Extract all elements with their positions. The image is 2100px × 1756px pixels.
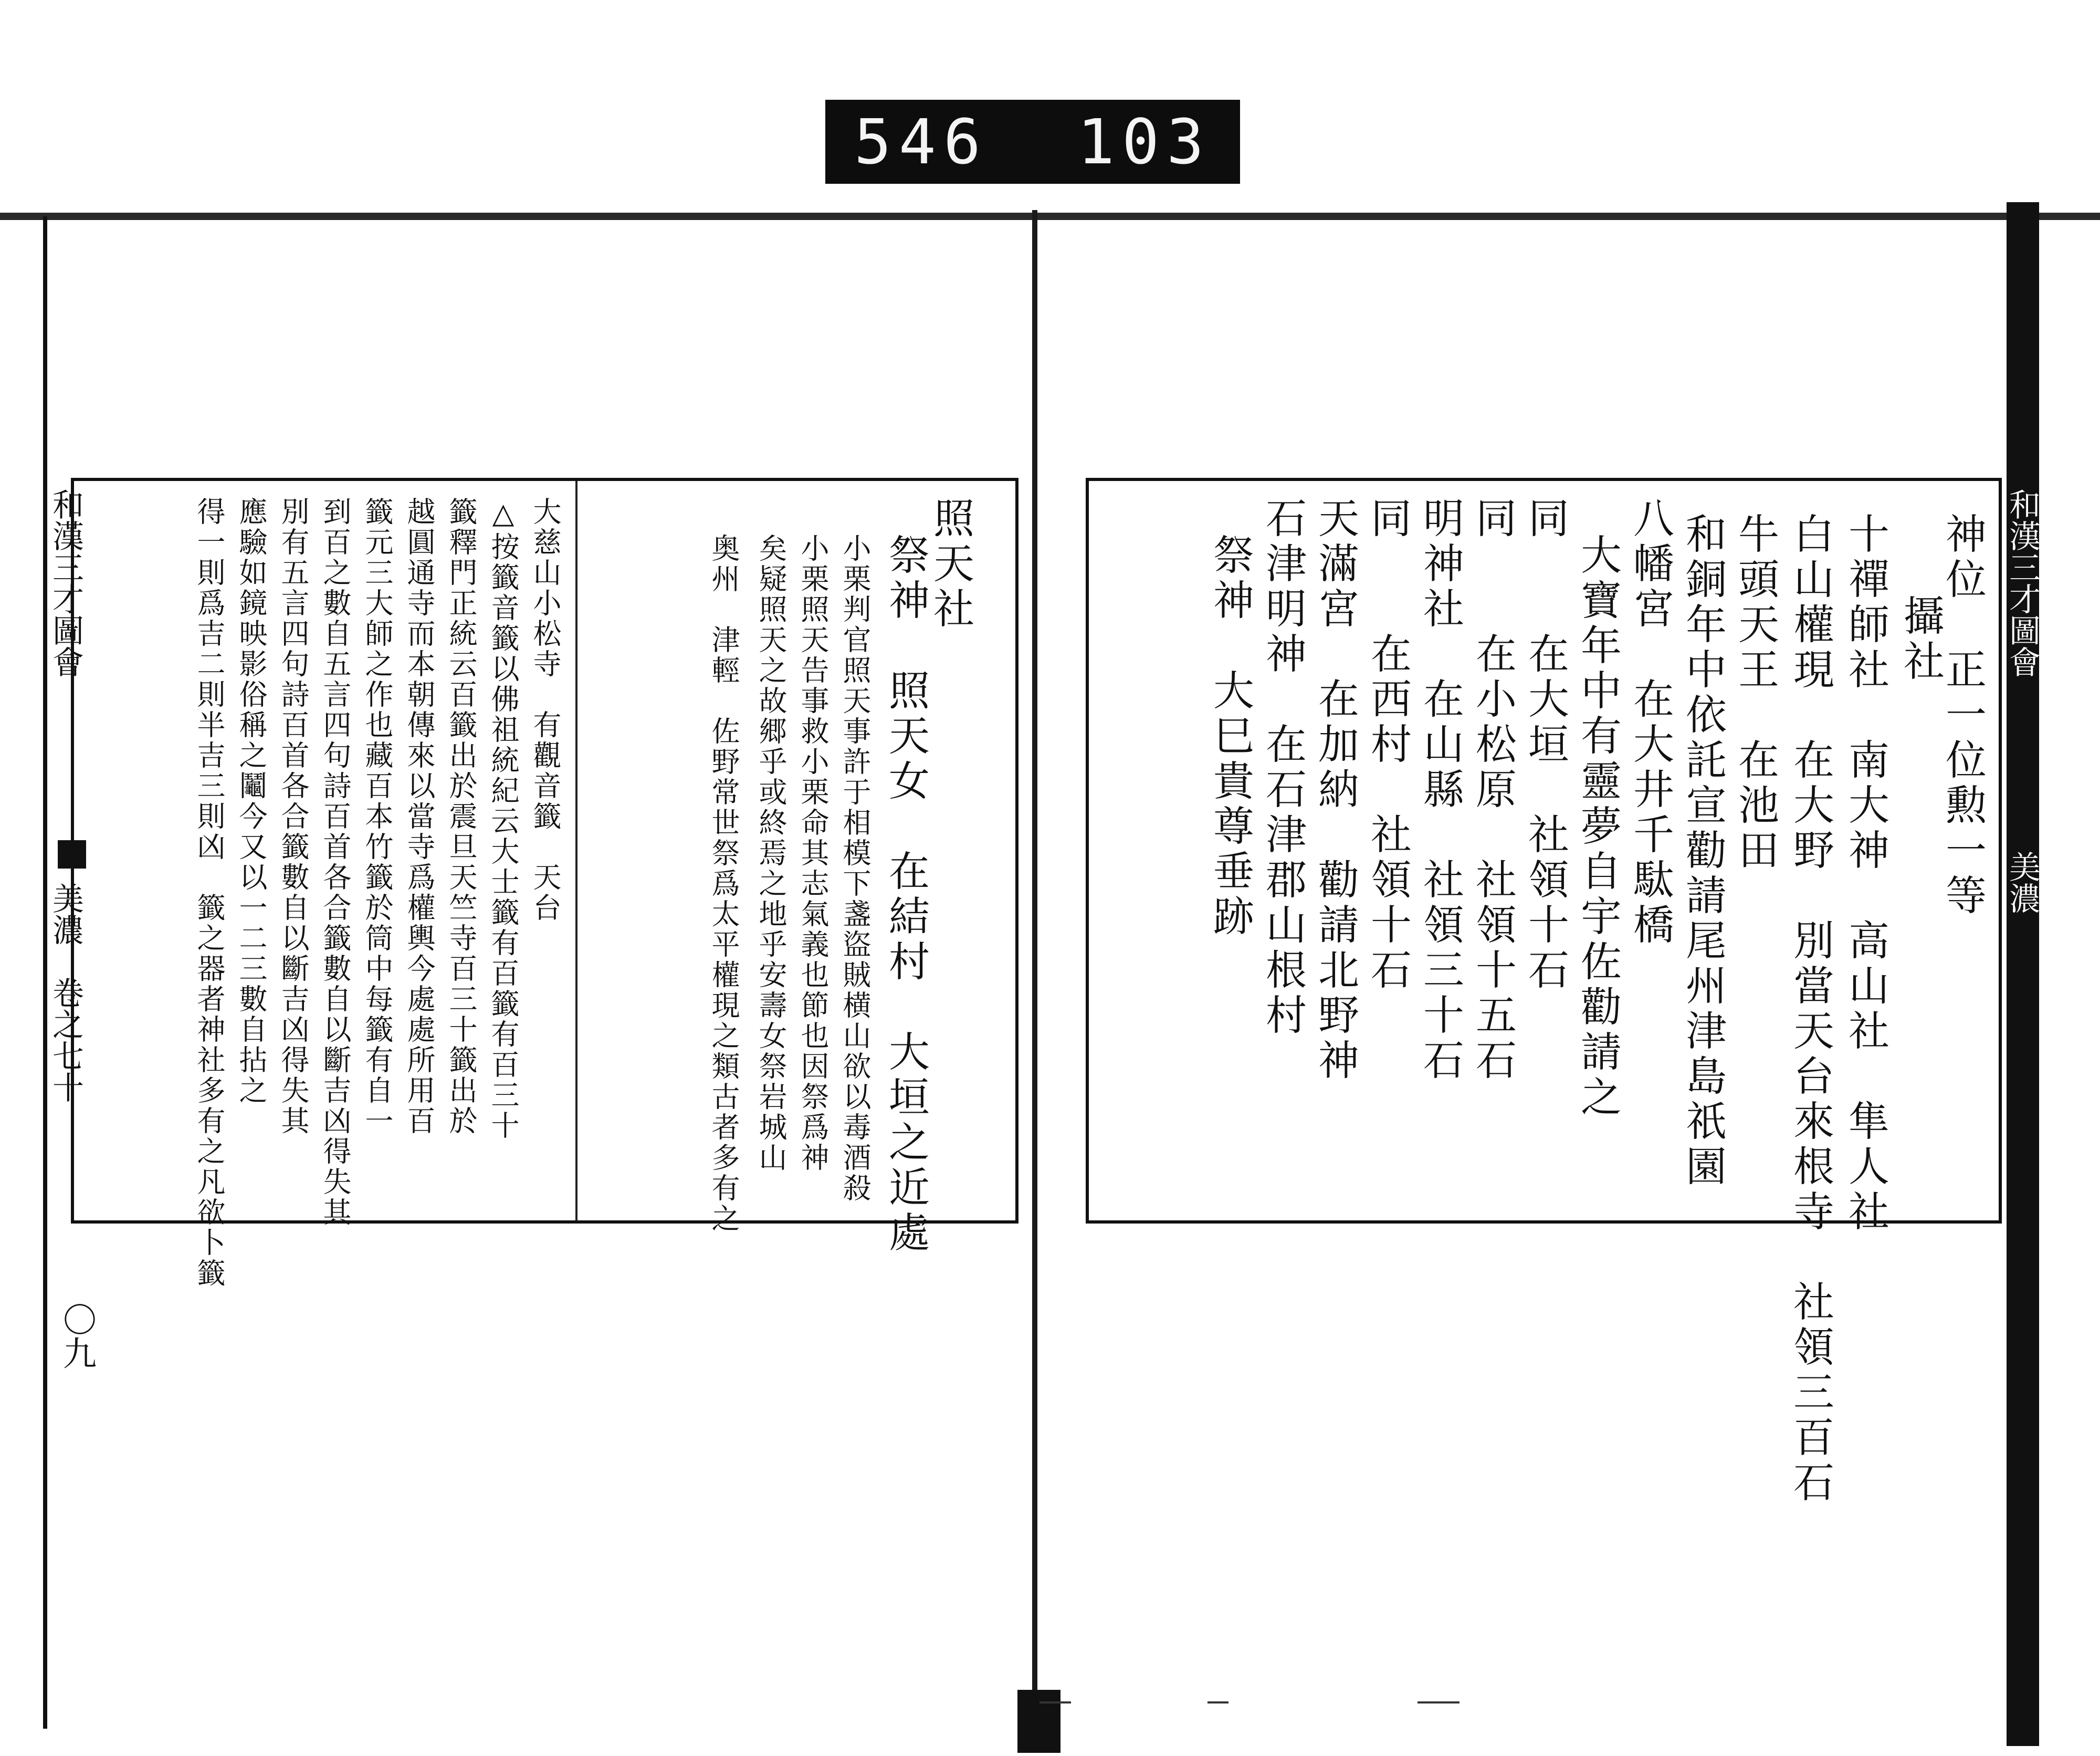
text-column: 八幡宮 在大井千駄橋 xyxy=(1626,497,1674,948)
text-column: 十禪師社 南大神 高山社 隼人社 xyxy=(1842,513,1889,1235)
book-top-edge xyxy=(0,213,2100,220)
text-column: 越圓通寺而本朝傳來以當寺爲權輿今處處所用百 xyxy=(403,497,436,1136)
left-margin-line xyxy=(43,216,47,1729)
text-column: 小栗照天告事救小栗命其志氣義也節也因祭爲神 xyxy=(796,534,830,1173)
text-column: 籤元三大師之作也藏百本竹籤於筒中每籤有自一 xyxy=(361,497,394,1136)
text-column: 奥州 津輕 佐野常世祭爲太平權現之類古者多有之 xyxy=(707,534,740,1234)
text-column: △按籤音籤以佛祖統紀云大士籤有百籤有百三十 xyxy=(487,497,520,1141)
left-margin-title: 和漢三才圖會 xyxy=(47,488,84,677)
archive-label xyxy=(825,100,1240,184)
right-margin-title: 和漢三才圖會 xyxy=(2004,488,2041,677)
text-column: 大慈山小松寺 有觀音籤 天台 xyxy=(529,497,562,923)
text-column: 到百之數自五言四句詩百首各合籤數自以斷吉凶得失其 xyxy=(319,497,352,1228)
text-column: 矣疑照天之故郷乎或終焉之地乎安壽女祭岩城山 xyxy=(754,534,788,1173)
scan-noise xyxy=(1040,1701,1071,1703)
right-page xyxy=(1086,478,2002,1506)
left-margin-volume: 卷之七十 xyxy=(47,977,84,1103)
text-column: 籤釋門正統云百籤出於震旦天竺寺百三十籤出於 xyxy=(445,497,478,1136)
text-column: 同 在小松原 社領十五石 xyxy=(1469,497,1516,1084)
scan-noise xyxy=(1208,1701,1228,1703)
book-gutter xyxy=(1032,210,1037,1749)
archive-number-left: 546 xyxy=(854,106,988,178)
text-column: 照天社 xyxy=(927,497,974,632)
text-column: 同 在大垣 社領十石 xyxy=(1521,497,1569,994)
text-column: 和銅年中依託宣勸請尾州津島祇園 xyxy=(1679,513,1726,1190)
text-column: 大寶年中有靈夢自宇佐勸請之 xyxy=(1574,534,1621,1121)
right-margin-province: 美濃 xyxy=(2004,851,2041,914)
left-page xyxy=(71,478,1018,1289)
text-column: 小栗判官照天事許于相模下盞盜賊横山欲以毒酒殺 xyxy=(838,534,872,1204)
book-right-edge xyxy=(2004,202,2041,1746)
scan-noise xyxy=(1418,1701,1460,1703)
text-column: 祭神 大巳貴尊垂跡 xyxy=(1206,534,1254,940)
text-column: 牛頭天王 在池田 xyxy=(1731,513,1779,874)
text-column: 別有五言四句詩百首各合籤數自以斷吉凶得失其 xyxy=(277,497,310,1136)
text-column: 攝社 xyxy=(1897,549,1944,685)
column-rule xyxy=(575,481,578,1220)
text-column: 同 在西村 社領十石 xyxy=(1364,497,1411,994)
text-column: 神位 正一位勲一等 xyxy=(1939,513,1986,919)
text-column: 白山權現 在大野 別當天台來根寺 社領三百石 xyxy=(1787,513,1834,1506)
left-margin-province: 美濃 xyxy=(47,882,84,945)
text-column: 石津明神 在石津郡山根村 xyxy=(1259,497,1306,1039)
text-column: 天滿宮 在加納 勸請北野神 xyxy=(1311,497,1359,1084)
left-page-number: 〇九 xyxy=(57,1302,96,1370)
text-column: 明神社 在山縣 社領三十石 xyxy=(1416,497,1464,1084)
archive-number-right: 103 xyxy=(1077,106,1212,178)
gutter-shadow xyxy=(1017,1690,1060,1753)
text-column: 得一則爲吉二則半吉三則凶 籤之器者神社多有之凡欲卜籤 xyxy=(193,497,226,1289)
text-column: 祭神 照天女 在結村 大垣之近處 xyxy=(882,534,929,1256)
text-column: 應驗如鏡映影俗稱之鬮今又以一二三數自拈之 xyxy=(235,497,268,1106)
